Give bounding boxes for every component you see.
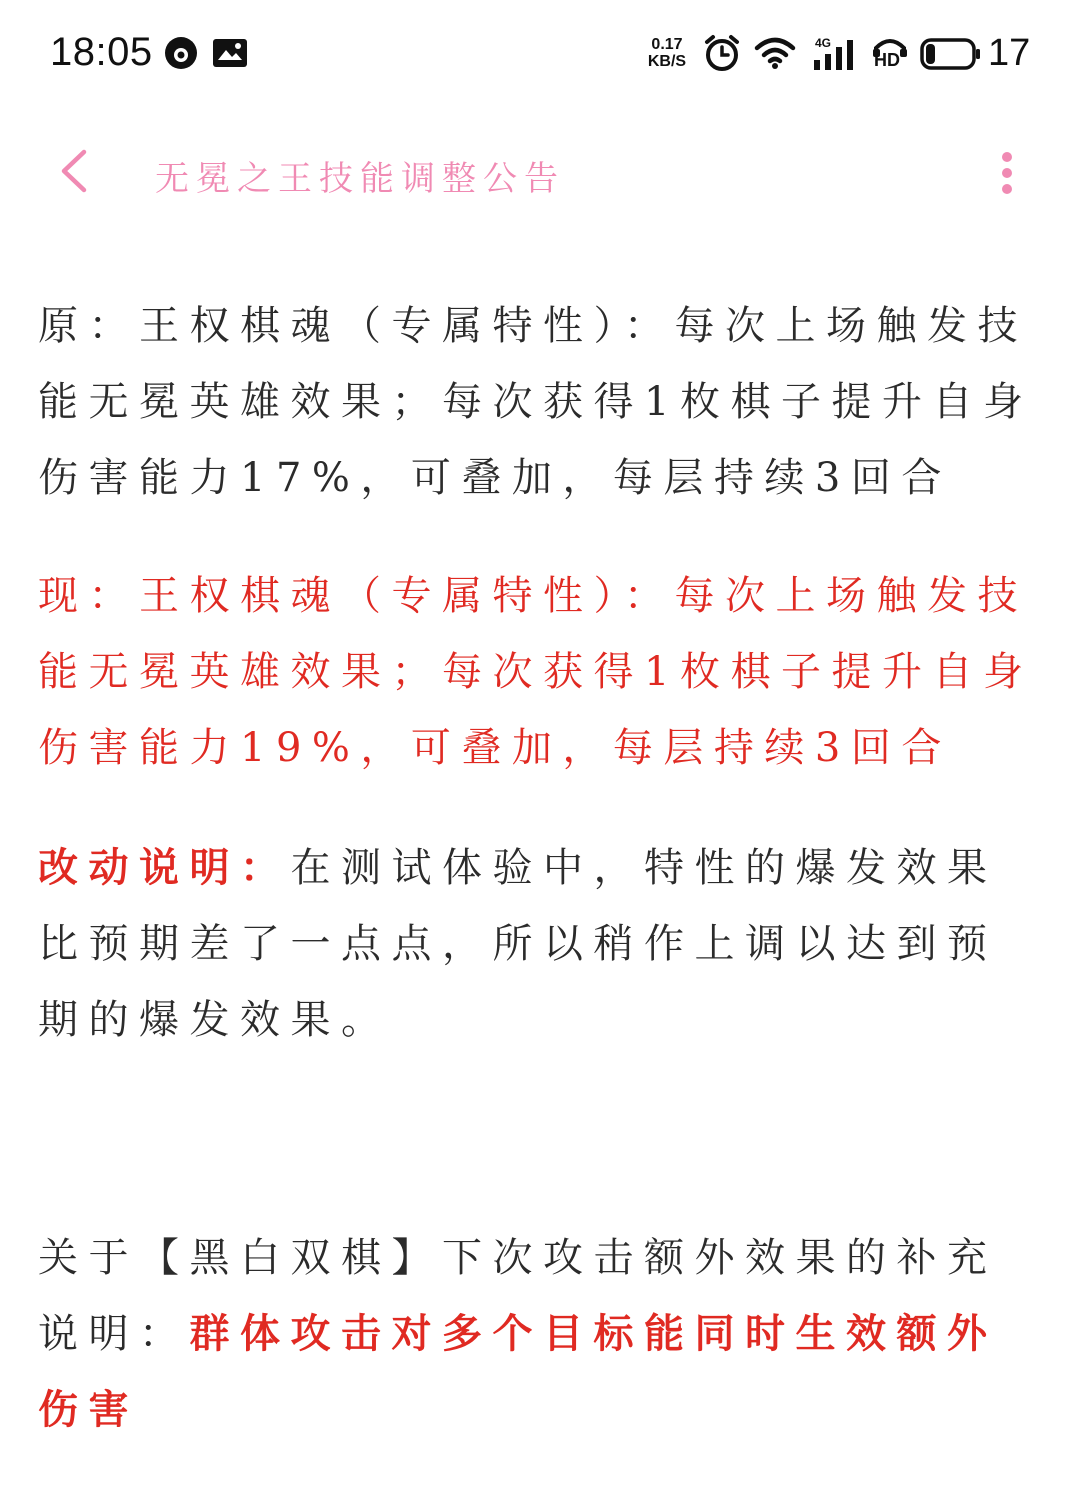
network-speed	[643, 36, 691, 70]
change-text: 在测试体验中，特性的爆发效果比预期差了一点点，所以稍作上调以达到预期的爆发效果。	[38, 845, 998, 1043]
page-title: 无冕之王技能调整公告	[155, 159, 565, 199]
wifi-icon	[754, 36, 796, 70]
signal-icon	[812, 38, 858, 72]
network-speed-value: 0.17	[651, 36, 683, 53]
change-label: 改动说明：	[38, 844, 291, 891]
network-speed-unit: KB/S	[647, 53, 687, 70]
battery-level: 17	[988, 32, 1031, 74]
supplement-emphasis: 群体攻击对多个目标能同时生效额外伤害	[38, 1310, 998, 1433]
original-skill-text: 原：王权棋魂（专属特性）：每次上场触发技能无冕英雄效果；每次获得1枚棋子提升自身伤害能力17%，可叠加，每层持续3回合	[38, 303, 1034, 501]
article-body	[38, 288, 1038, 1448]
supplement-note	[38, 1220, 1038, 1448]
hd-label: HD	[874, 50, 900, 70]
alarm-icon	[702, 33, 742, 73]
status-bar	[0, 0, 1080, 105]
battery-icon	[920, 38, 982, 70]
top-nav-bar	[0, 118, 1080, 228]
supplement-prefix: 关于【黑白双棋】下次攻击额外效果的补充说明：	[38, 1235, 998, 1357]
back-arrow-icon[interactable]	[52, 146, 102, 196]
change-explanation	[38, 830, 1038, 1058]
more-options-icon[interactable]	[990, 150, 1024, 196]
network-type-label: 4G	[815, 36, 832, 50]
status-time: 18:05	[50, 30, 153, 74]
current-skill-text: 现：王权棋魂（专属特性）：每次上场触发技能无冕英雄效果；每次获得1枚棋子提升自身伤害能力19%，可叠加，每层持续3回合	[38, 573, 1034, 771]
app-notification-icon	[163, 35, 199, 71]
image-notification-icon	[212, 38, 248, 68]
